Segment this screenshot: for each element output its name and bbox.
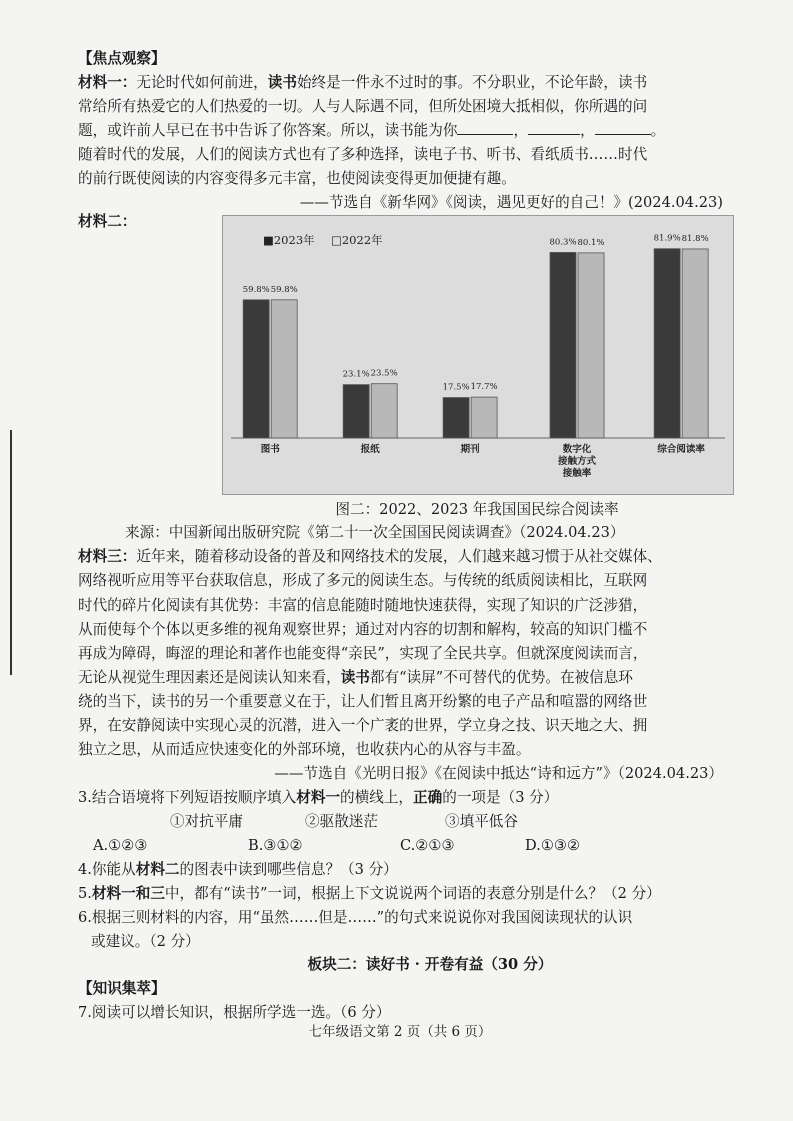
material3-line1 (78, 545, 728, 569)
question-3 (78, 786, 728, 810)
emphasis: 材料一 (296, 789, 341, 806)
emphasis: 正确 (413, 789, 443, 806)
option-a[interactable]: A.①②③ (93, 837, 148, 854)
category-label: 接触率 (562, 468, 592, 479)
text: ， (580, 122, 595, 139)
material3-source: ——节选自《光明日报》《在阅读中抵达“诗和远方”》（2024.04.23） (274, 765, 723, 782)
bar-2023 (654, 249, 680, 438)
data-label: 59.8% (270, 284, 298, 295)
legend-entry: □2022年 (331, 233, 383, 247)
chart-caption: 图二：2022、2023 年我国国民综合阅读率 (335, 501, 619, 518)
option-d[interactable]: D.①③② (525, 837, 581, 854)
text: 题，或许前人早已在书中告诉了你答案。所以，读书能为你 (78, 122, 458, 139)
option-c[interactable]: C.②①③ (400, 837, 455, 854)
category-label: 综合阅读率 (657, 444, 705, 455)
material3-line3: 时代的碎片化阅读有其优势：丰富的信息能随时随地快速获得，实现了知识的广泛涉猎， (78, 597, 648, 614)
question-5 (78, 882, 728, 906)
fill-blank-2[interactable] (528, 120, 580, 135)
focus-header: 【焦点观察】 (78, 50, 166, 67)
material1-line4: 随着时代的发展，人们的阅读方式也有了多种选择，读电子书、听书、看纸质书……时代 (78, 146, 648, 163)
category-label: 接触方式 (558, 456, 597, 467)
data-label: 81.9% (653, 233, 681, 244)
phrase-2: ②驱散迷茫 (305, 813, 378, 830)
material1-line5: 的前行既使阅读的内容变得多元丰富，也使阅读变得更加便捷有趣。 (78, 170, 516, 187)
material3-line8: 界，在安静阅读中实现心灵的沉潜，进入一个广袤的世界，学立身之技、识天地之大、拥 (78, 717, 648, 734)
material3-line4: 从而使每个个体以更多维的视角观察世界；通过对内容的切割和解构，较高的知识门槛不 (78, 621, 648, 638)
knowledge-header: 【知识集萃】 (78, 980, 166, 997)
question-6-line2: 或建议。（2 分） (91, 933, 200, 950)
material1-source: ——节选自《新华网》《阅读，遇见更好的自己！》(2024.04.23) (299, 194, 723, 211)
data-label: 81.8% (681, 233, 709, 244)
text: 中，都有“读书”一词，根据上下文说说两个词语的表意分别是什么？（2 分） (164, 885, 661, 902)
bar-2023 (343, 385, 369, 438)
category-label: 图书 (260, 444, 280, 455)
text: 无论时代如何前进， (136, 74, 268, 91)
material3-line2: 网络视听应用等平台获取信息，形成了多元的阅读生态。与传统的纸质阅读相比，互联网 (78, 572, 648, 589)
phrase-1: ①对抗平庸 (170, 813, 243, 830)
category-label: 报纸 (360, 444, 380, 455)
legend-entry: ■2023年 (263, 233, 315, 247)
fill-blank-1[interactable] (457, 120, 513, 135)
phrase-3: ③填平低谷 (445, 813, 518, 830)
text: 。 (650, 122, 666, 139)
text: ， (513, 122, 529, 139)
binding-margin-line (10, 430, 12, 675)
bar-2022 (271, 300, 297, 438)
chart-source: 来源：中国新闻出版研究院《第二十一次全国国民阅读调查》（2024.04.23） (125, 524, 625, 541)
material3-line9: 独立之思，从而适应快速变化的外部环境，也收获内心的从容与丰盈。 (78, 741, 531, 758)
data-label: 80.3% (549, 237, 577, 248)
data-label: 17.7% (470, 382, 498, 393)
material1-line3 (78, 119, 728, 143)
material3-label: 材料三： (78, 548, 137, 565)
material1-label: 材料一： (78, 74, 137, 91)
emphasis: 材料一和三 (91, 885, 165, 902)
data-label: 23.5% (370, 368, 398, 379)
text: 的横线上， (340, 789, 414, 806)
option-b[interactable]: B.③①② (248, 837, 303, 854)
bar-2023 (550, 252, 576, 438)
data-label: 23.1% (342, 369, 370, 380)
text: 5. (78, 885, 92, 902)
bar-2022 (371, 384, 397, 438)
bar-2023 (243, 300, 269, 438)
bar-2022 (471, 397, 497, 438)
text: 始终是一件永不过时的事。不分职业，不论年龄，读书 (296, 74, 648, 91)
data-label: 59.8% (242, 284, 270, 295)
data-label: 17.5% (442, 382, 470, 393)
category-label: 数字化 (562, 444, 592, 455)
page-footer: 七年级语文第 2 页（共 6 页） (308, 1024, 492, 1040)
keyword-reading: 读书 (267, 74, 297, 91)
bar-2022 (682, 249, 708, 438)
bar-2023 (443, 398, 469, 438)
material2-label: 材料二： (78, 213, 137, 230)
text: 无论从视觉生理因素还是阅读认知来看， (78, 669, 341, 686)
question-6-line1: 6.根据三则材料的内容，用“虽然……但是……”的句式来说说你对我国阅读现状的认识 (78, 909, 633, 926)
text: 的一项是（3 分） (442, 789, 559, 806)
question-4 (78, 858, 728, 882)
emphasis: 材料二 (135, 861, 180, 878)
text: 的图表中读到哪些信息？（3 分） (179, 861, 398, 878)
bar-2022 (578, 253, 604, 438)
material1-line1 (78, 71, 728, 95)
chart-svg (223, 216, 733, 494)
text: 都有“读屏”不可替代的优势。在被信息环 (369, 669, 633, 686)
section2-title: 板块二：读好书 · 开卷有益（30 分） (307, 956, 553, 973)
material3-line7: 绕的当下，读书的另一个重要意义在于，让人们暂且离开纷繁的电子产品和喧嚣的网络世 (78, 693, 648, 710)
text: 3.结合语境将下列短语按顺序填入 (78, 789, 297, 806)
material3-line6 (78, 666, 728, 690)
keyword-reading: 读书 (340, 669, 370, 686)
question-7: 7.阅读可以增长知识，根据所学选一选。（6 分） (78, 1004, 391, 1021)
text: 近年来，随着移动设备的普及和网络技术的发展，人们越来越习惯于从社交媒体、 (136, 548, 662, 565)
text: 4.你能从 (78, 861, 136, 878)
category-label: 期刊 (460, 444, 480, 455)
material1-line2: 常给所有热爱它的人们热爱的一切。人与人际遇不同，但所处困境大抵相似，你所遇的问 (78, 98, 648, 115)
material3-line5: 再成为障碍，晦涩的理论和著作也能变得“亲民”，实现了全民共享。但就深度阅读而言， (78, 645, 648, 662)
fill-blank-3[interactable] (595, 120, 651, 135)
reading-rate-chart (222, 215, 734, 495)
data-label: 80.1% (577, 237, 605, 248)
